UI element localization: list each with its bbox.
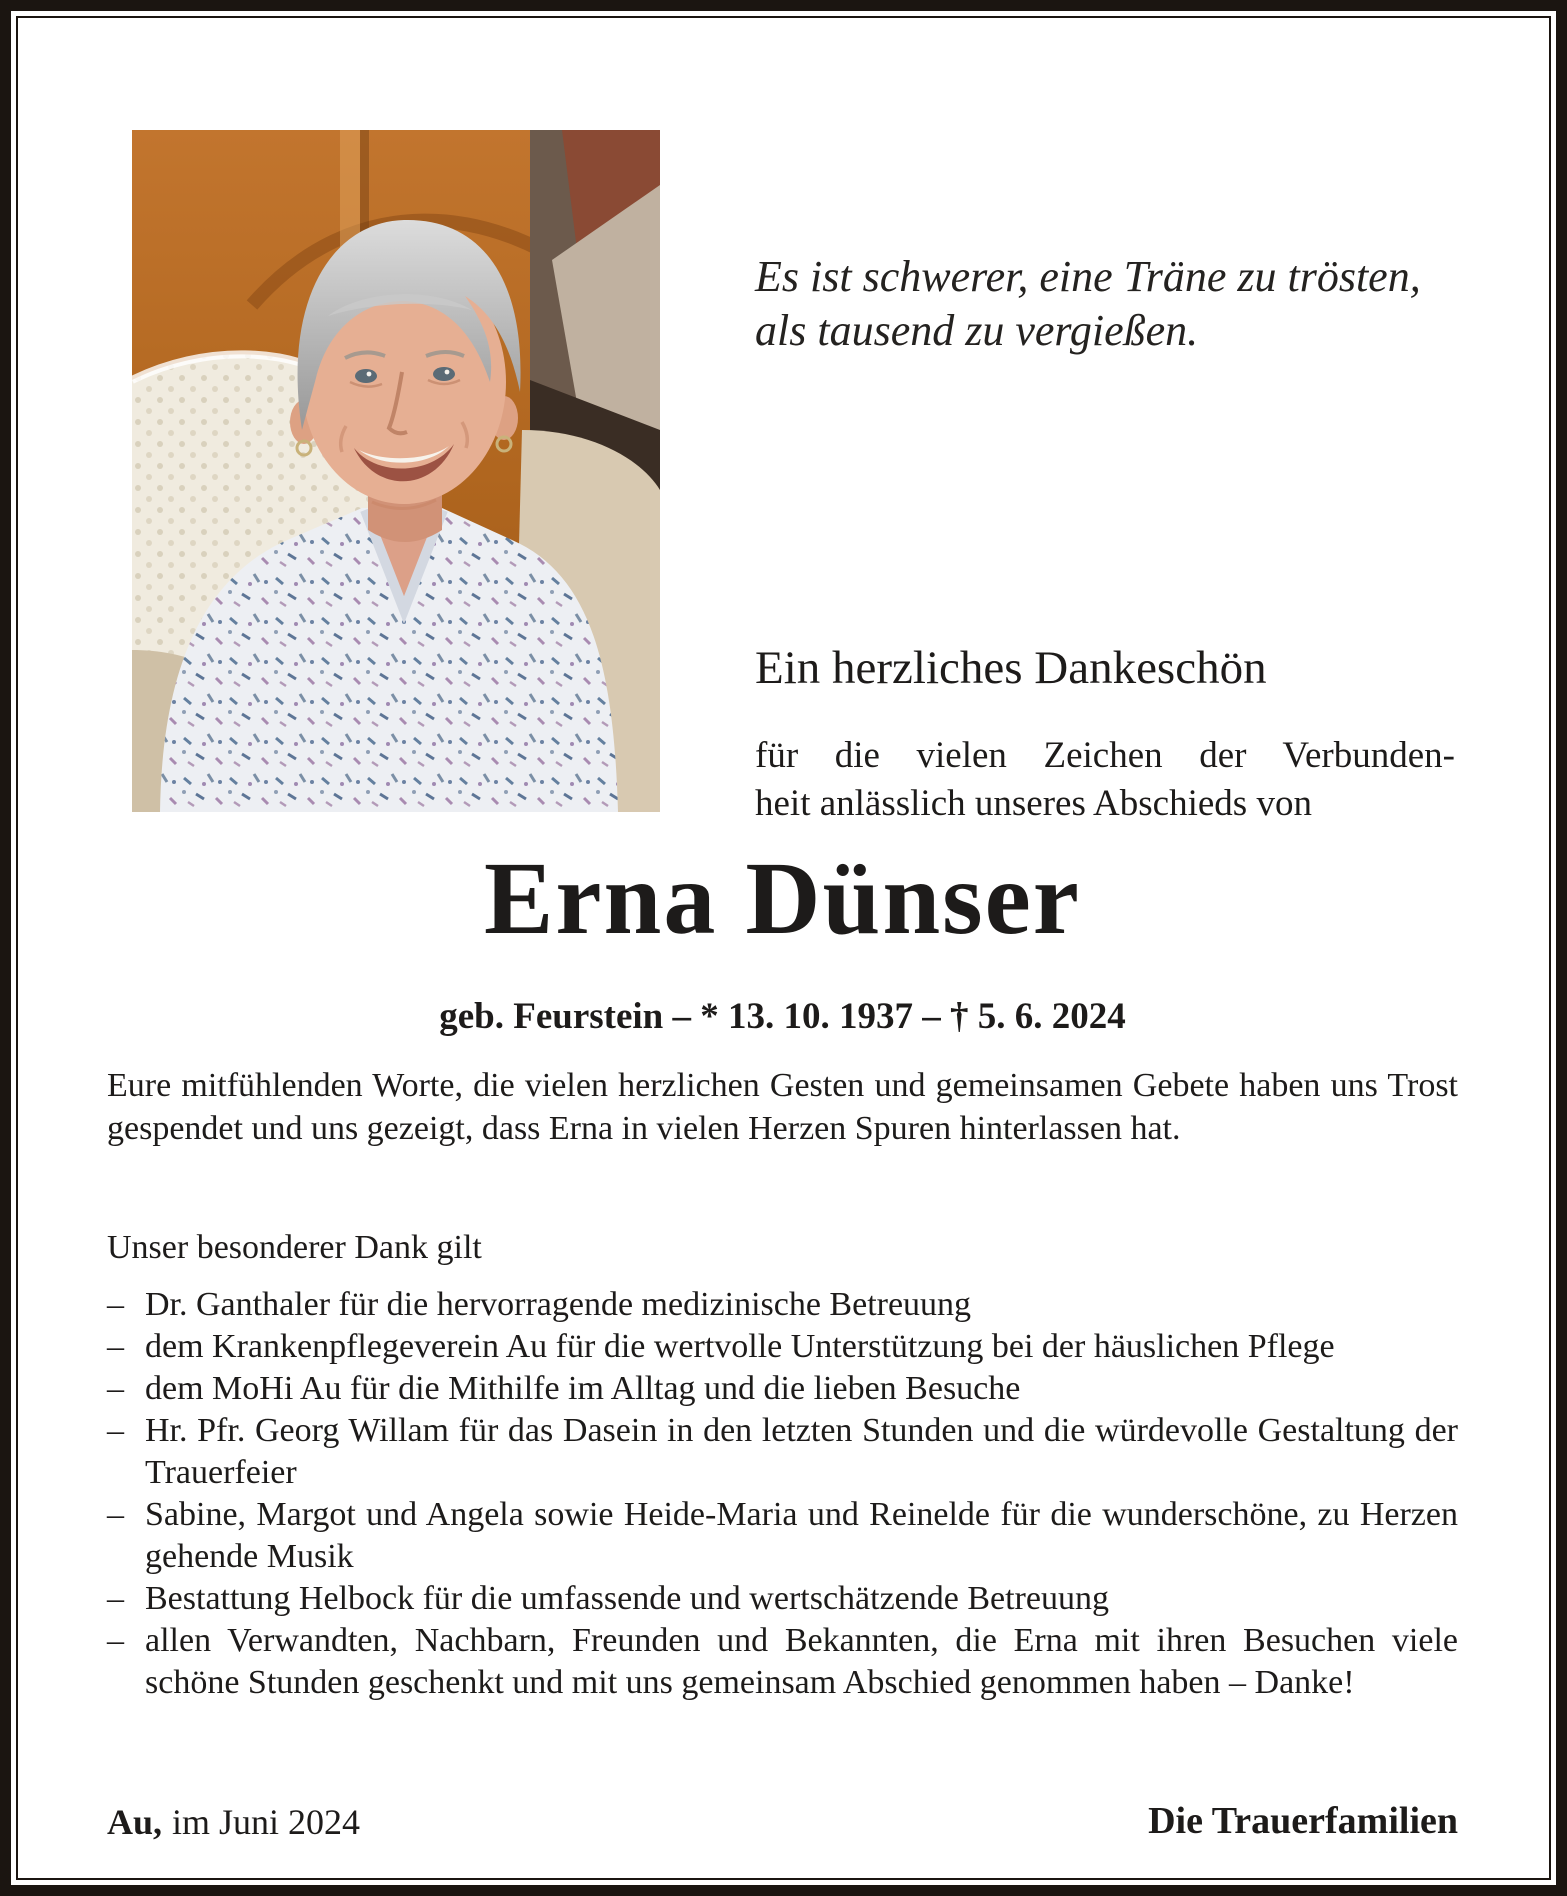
list-item-text: Bestattung Helbock für die umfassende und wertschätzende Betreuung (145, 1580, 1109, 1617)
list-item-text: Hr. Pfr. Georg Willam für das Dasein in den letzten Stunden und die würdevolle Gestaltung der Trauerfeier (145, 1412, 1458, 1491)
thanks-list (107, 1284, 1458, 1704)
life-dates: geb. Feurstein – * 13. 10. 1937 – † 5. 6. 2024 (439, 996, 1126, 1037)
thanks-intro (755, 732, 1455, 828)
deceased-name: Erna Dünser (484, 841, 1081, 956)
portrait-photo-graphic (132, 130, 660, 812)
list-item-text: dem MoHi Au für die Mithilfe im Alltag und die lieben Besuche (145, 1370, 1021, 1407)
footer-place: Au, (107, 1802, 163, 1842)
condolence-paragraph: Eure mitfühlenden Worte, die vielen herzlichen Gesten und gemeinsamen Gebete haben uns Trost gespendet und uns gezeigt, dass Erna in vielen Herzen Spuren hinterlassen hat. (107, 1067, 1458, 1147)
list-item (107, 1578, 1458, 1620)
dash-bullet: – (107, 1370, 124, 1407)
list-item (107, 1284, 1458, 1326)
thanks-intro-line2: heit anlässlich unseres Abschieds von (755, 783, 1312, 824)
dash-bullet: – (107, 1580, 124, 1617)
memorial-quote-line2: als tausend zu vergießen. (755, 306, 1199, 355)
dash-bullet: – (107, 1286, 124, 1323)
portrait-photo (132, 130, 660, 812)
thanks-intro-line1: für die vielen Zeichen der Verbunden- (755, 735, 1455, 776)
footer-date: im Juni 2024 (172, 1802, 361, 1842)
memorial-quote (755, 250, 1425, 358)
list-item-text: dem Krankenpflegeverein Au für die wertvolle Unterstützung bei der häuslichen Pflege (145, 1328, 1335, 1365)
list-item (107, 1410, 1458, 1494)
dash-bullet: – (107, 1412, 124, 1449)
list-item-text: Sabine, Margot und Angela sowie Heide-Maria und Reinelde für die wunderschöne, zu Herzen gehende Musik (145, 1496, 1458, 1575)
dash-bullet: – (107, 1622, 124, 1659)
list-item (107, 1620, 1458, 1704)
dash-bullet: – (107, 1496, 124, 1533)
list-item-text: Dr. Ganthaler für die hervorragende medizinische Betreuung (145, 1286, 972, 1323)
list-item (107, 1326, 1458, 1368)
thanks-heading: Ein herzliches Dankeschön (755, 642, 1267, 694)
list-item (107, 1368, 1458, 1410)
dash-bullet: – (107, 1328, 124, 1365)
footer-signature: Die Trauerfamilien (1148, 1800, 1458, 1842)
thanks-list-heading: Unser besonderer Dank gilt (107, 1229, 482, 1266)
memorial-quote-line1: Es ist schwerer, eine Träne zu trösten, (755, 252, 1421, 301)
list-item (107, 1494, 1458, 1578)
list-item-text: allen Verwandten, Nachbarn, Freunden und Bekannten, die Erna mit ihren Besuchen viele schöne Stunden geschenkt und mit uns gemeinsam Abschied genommen haben – Danke! (145, 1622, 1458, 1701)
footer-place-date (107, 1800, 360, 1844)
